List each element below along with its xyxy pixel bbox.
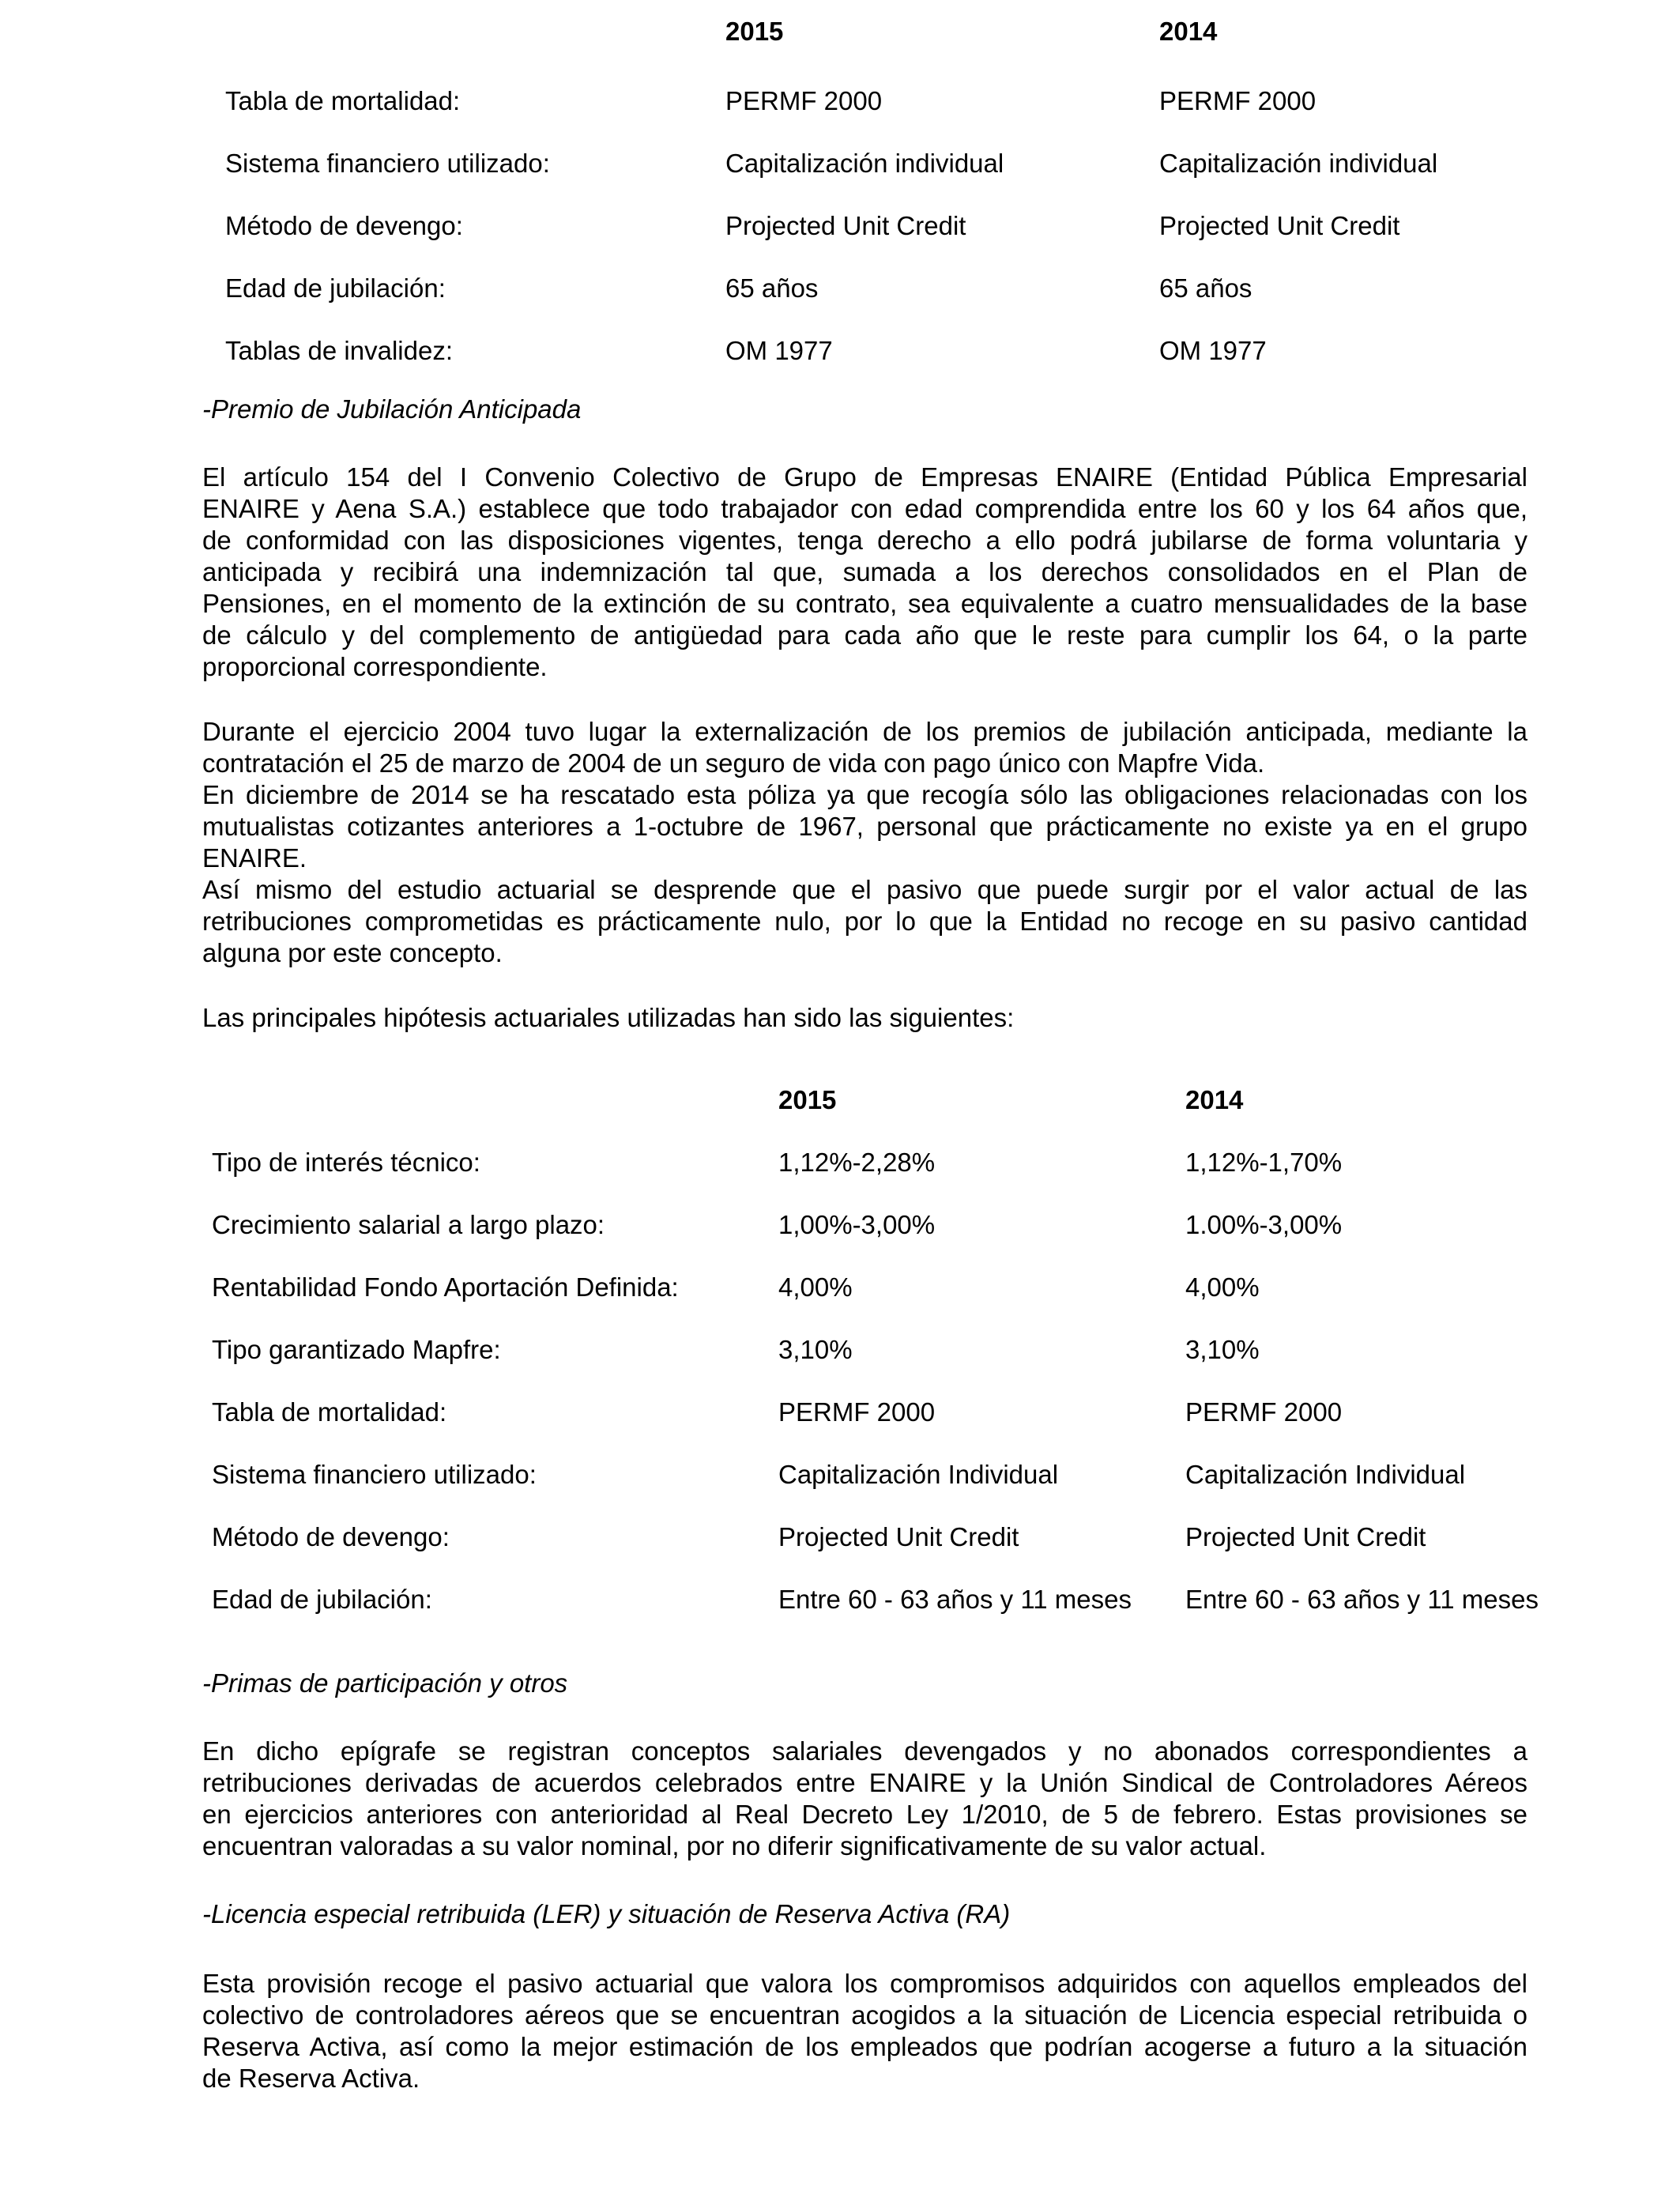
- section-heading-participation-bonuses: -Primas de participación y otros: [202, 1668, 568, 1698]
- table1-row-value-2014: Projected Unit Credit: [1159, 211, 1400, 240]
- table2-row-value-2015: Entre 60 - 63 años y 11 meses: [778, 1585, 1132, 1614]
- table2-row-label: Tipo garantizado Mapfre:: [212, 1335, 501, 1364]
- table2-row-value-2015: 1,12%-2,28%: [778, 1148, 936, 1177]
- paragraph-line: En diciembre de 2014 se ha rescatado esta póliza ya que recogía sólo las obligaciones relacionadas con los: [202, 780, 1527, 809]
- paragraph-externalization: [202, 716, 1527, 779]
- table1-header-2014: 2014: [1159, 17, 1218, 46]
- table1-row-value-2015: Projected Unit Credit: [725, 211, 966, 240]
- paragraph-line: encuentran valoradas a su valor nominal, por no diferir significativamente de su valor actual.: [202, 1831, 1267, 1860]
- table2-row-value-2014: 1,12%-1,70%: [1185, 1148, 1343, 1177]
- paragraph-line: Reserva Activa, así como la mejor estimación de los empleados que podrían acogerse a futuro a la situación: [202, 2032, 1527, 2061]
- table1-row-value-2015: 65 años: [725, 273, 819, 303]
- section-heading-special-leave: -Licencia especial retribuida (LER) y situación de Reserva Activa (RA): [202, 1899, 1011, 1928]
- paragraph-line: El artículo 154 del I Convenio Colectivo de Grupo de Empresas ENAIRE (Entidad Pública Empresarial: [202, 462, 1527, 492]
- table1-row-label: Edad de jubilación:: [225, 273, 446, 303]
- section-heading-early-retirement: -Premio de Jubilación Anticipada: [202, 394, 582, 424]
- paragraph-line: Así mismo del estudio actuarial se desprende que el pasivo que puede surgir por el valor actual de las: [202, 875, 1527, 904]
- table1-row-label: Sistema financiero utilizado:: [225, 149, 550, 178]
- paragraph-line: En dicho epígrafe se registran conceptos salariales devengados y no abonados correspondientes a: [202, 1736, 1527, 1766]
- paragraph-line: ENAIRE.: [202, 843, 307, 873]
- paragraph-line: colectivo de controladores aéreos que se encuentran acogidos a la situación de Licencia especial retribuida o: [202, 2000, 1527, 2030]
- table2-row-label: Crecimiento salarial a largo plazo:: [212, 1210, 605, 1239]
- paragraph-convenio-article: [202, 462, 1527, 683]
- table1-row-label: Tabla de mortalidad:: [225, 86, 461, 115]
- paragraph-line: de conformidad con las disposiciones vigentes, tenga derecho a ello podrá jubilarse de forma voluntaria y: [202, 526, 1527, 555]
- paragraph-line: mutualistas cotizantes anteriores a 1-octubre de 1967, personal que prácticamente no existe ya en el grupo: [202, 812, 1527, 841]
- paragraph-actuarial-liability: [202, 1968, 1527, 2094]
- table2-row-value-2015: PERMF 2000: [778, 1397, 936, 1427]
- paragraph-hypotheses-intro: Las principales hipótesis actuariales utilizadas han sido las siguientes:: [202, 1003, 1015, 1032]
- table2-row-value-2015: Capitalización Individual: [778, 1460, 1059, 1489]
- table2-row-value-2015: 3,10%: [778, 1335, 853, 1364]
- table2-row-label: Tipo de interés técnico:: [212, 1148, 480, 1177]
- table2-row-value-2015: 4,00%: [778, 1272, 853, 1302]
- paragraph-line: contratación el 25 de marzo de 2004 de un seguro de vida con pago único con Mapfre Vida.: [202, 748, 1265, 778]
- table2-header-2015: 2015: [778, 1085, 837, 1114]
- table1-row-label: Tablas de invalidez:: [225, 336, 454, 365]
- table2-row-value-2014: Projected Unit Credit: [1185, 1522, 1426, 1551]
- paragraph-policy-rescue: [202, 779, 1527, 874]
- table1-row-value-2015: OM 1977: [725, 336, 833, 365]
- table2-row-value-2014: PERMF 2000: [1185, 1397, 1343, 1427]
- paragraph-line: de Reserva Activa.: [202, 2064, 420, 2093]
- table2-row-label: Rentabilidad Fondo Aportación Definida:: [212, 1272, 679, 1302]
- table2-row-label: Tabla de mortalidad:: [212, 1397, 447, 1427]
- table1-row-value-2015: PERMF 2000: [725, 86, 883, 115]
- table2-row-label: Sistema financiero utilizado:: [212, 1460, 537, 1489]
- table2-row-value-2015: 1,00%-3,00%: [778, 1210, 936, 1239]
- paragraph-line: retribuciones comprometidas es prácticamente nulo, por lo que la Entidad no recoge en su pasivo cantidad: [202, 907, 1527, 936]
- paragraph-line: Esta provisión recoge el pasivo actuarial que valora los compromisos adquiridos con aquellos empleados del: [202, 1969, 1527, 1998]
- paragraph-line: alguna por este concepto.: [202, 938, 503, 967]
- paragraph-line: proporcional correspondiente.: [202, 652, 548, 681]
- table1-row-value-2014: PERMF 2000: [1159, 86, 1317, 115]
- table2-row-value-2014: 3,10%: [1185, 1335, 1260, 1364]
- table1-row-value-2014: OM 1977: [1159, 336, 1267, 365]
- paragraph-actuarial-study: [202, 874, 1527, 969]
- paragraph-salary-concepts: [202, 1736, 1527, 1862]
- table2-row-value-2014: 4,00%: [1185, 1272, 1260, 1302]
- paragraph-line: en ejercicios anteriores con anterioridad al Real Decreto Ley 1/2010, de 5 de febrero. Estas provisiones se: [202, 1800, 1527, 1829]
- paragraph-line: retribuciones derivadas de acuerdos celebrados entre ENAIRE y la Unión Sindical de Controladores Aéreos: [202, 1768, 1527, 1797]
- table2-row-value-2014: Capitalización Individual: [1185, 1460, 1466, 1489]
- paragraph-line: de cálculo y del complemento de antigüedad para cada año que le reste para cumplir los 64, o la parte: [202, 620, 1527, 650]
- paragraph-line: ENAIRE y Aena S.A.) establece que todo trabajador con edad comprendida entre los 60 y los 64 años que,: [202, 494, 1527, 523]
- table2-row-value-2014: Entre 60 - 63 años y 11 meses: [1185, 1585, 1539, 1614]
- paragraph-line: anticipada y recibirá una indemnización tal que, sumada a los derechos consolidados en el Plan de: [202, 557, 1527, 586]
- table1-row-label: Método de devengo:: [225, 211, 463, 240]
- table1-row-value-2015: Capitalización individual: [725, 149, 1004, 178]
- table2-row-label: Método de devengo:: [212, 1522, 450, 1551]
- paragraph-line: Pensiones, en el momento de la extinción de su contrato, sea equivalente a cuatro mensualidades de la base: [202, 589, 1527, 618]
- paragraph-line: Durante el ejercicio 2004 tuvo lugar la externalización de los premios de jubilación anticipada, mediante la: [202, 717, 1527, 746]
- table2-row-value-2015: Projected Unit Credit: [778, 1522, 1019, 1551]
- table2-row-label: Edad de jubilación:: [212, 1585, 432, 1614]
- table2-row-value-2014: 1.00%-3,00%: [1185, 1210, 1343, 1239]
- table1-header-2015: 2015: [725, 17, 784, 46]
- table1-row-value-2014: Capitalización individual: [1159, 149, 1438, 178]
- table1-row-value-2014: 65 años: [1159, 273, 1252, 303]
- table2-header-2014: 2014: [1185, 1085, 1244, 1114]
